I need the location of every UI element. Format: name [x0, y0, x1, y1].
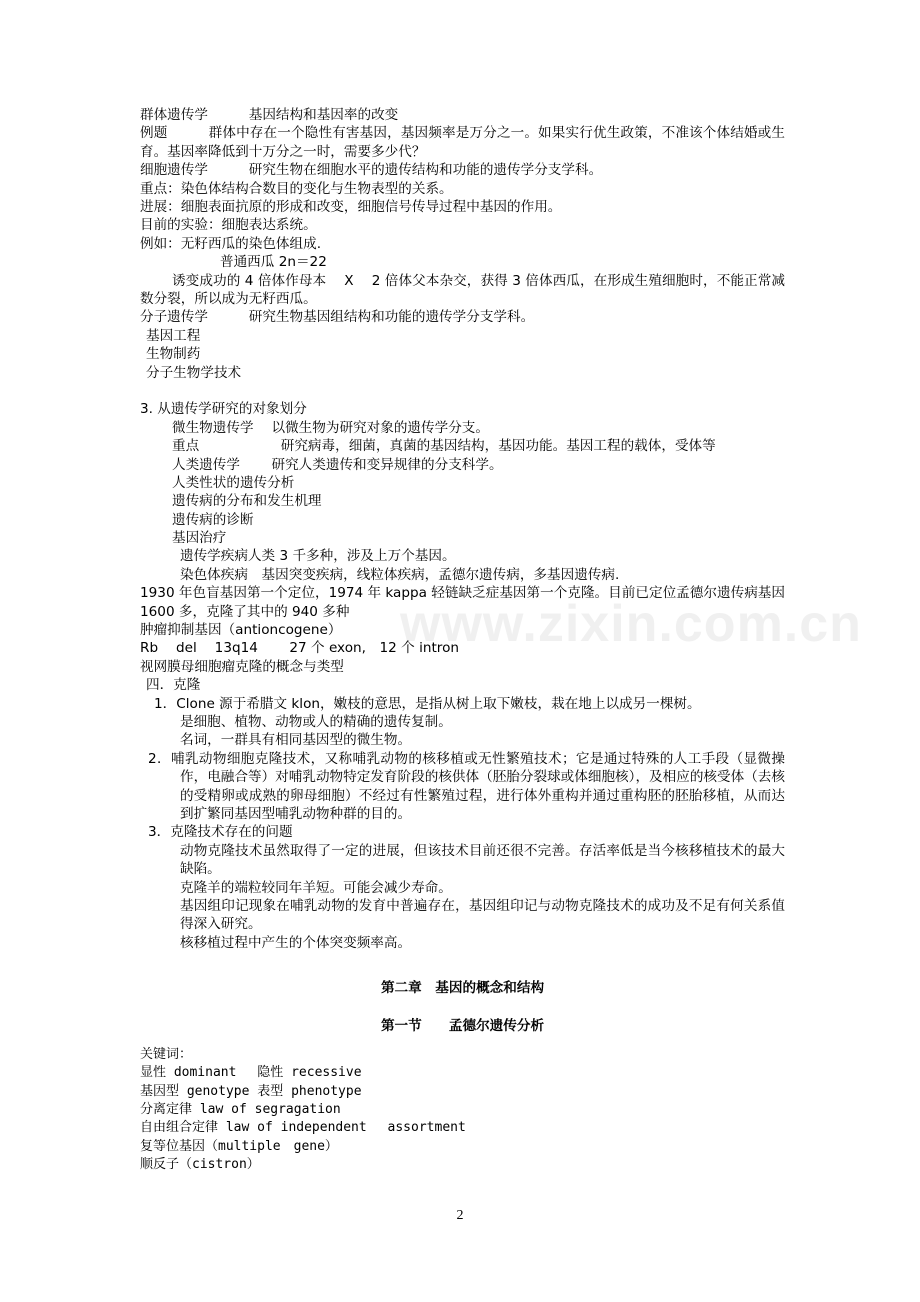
text-line: 人类性状的遗传分析 — [172, 474, 295, 491]
text-line: 染色体疾病 基因突变疾病，线粒体疾病，孟德尔遗传病，多基因遗传病. — [180, 566, 620, 583]
text-line: 目前的实验：细胞表达系统。 — [140, 217, 317, 234]
text-line: 1930 年色盲基因第一个定位，1974 年 kappa 轻链缺乏症基因第一个克隆。目前已定位孟德尔遗传病基因 1600 多，克隆了其中的 940 多种 — [140, 585, 785, 620]
keyword-list — [140, 1046, 785, 1175]
chapter-title: 第二章 基因的概念和结构 — [380, 979, 545, 996]
text-line: 分子遗传学 研究生物基因组结构和功能的遗传学分支学科。 — [140, 309, 535, 326]
text-line: 肿瘤抑制基因（antioncogene） — [140, 622, 342, 639]
text-line: 遗传学疾病人类 3 千多种，涉及上万个基因。 — [180, 548, 456, 565]
text-line: 诱变成功的 4 倍体作母本 X 2 倍体父本杂交，获得 3 倍体西瓜，在形成生殖细胞时，不能正常减数分裂，所以成为无籽西瓜。 — [140, 272, 785, 307]
text-line: 重点：染色体结构合数目的变化与生物表型的关系。 — [140, 180, 453, 197]
text-line: 人类遗传学 研究人类遗传和变异规律的分支科学。 — [172, 456, 503, 473]
text-line: 2．哺乳动物细胞克隆技术，又称哺乳动物的核移植或无性繁殖技术；它是通过特殊的人工手段（显微操作，电融合等）对哺乳动物特定发育阶段的核供体（胚胎分裂球或体细胞核），及相应的核受体（去核的受精卵或成熟的卵母细胞）不经过有性繁殖过程，进行体外重构并通过重构胚的胚胎移植，从而达到扩繁同基因型哺乳动物种群的目的。 — [148, 750, 785, 822]
text-line: 群体遗传学 基因结构和基因率的改变 — [140, 107, 399, 123]
text-line: 视网膜母细胞瘤克隆的概念与类型 — [140, 658, 344, 675]
text-line: 重点 研究病毒，细菌，真菌的基因结构，基因功能。基因工程的载体，受体等 — [172, 438, 716, 455]
body-text — [140, 106, 862, 952]
text-line — [140, 382, 785, 400]
text-line: 是细胞、植物、动物或人的精确的遗传复制。 — [180, 714, 452, 730]
text-line: 生物制药 — [146, 346, 201, 363]
text-line: 遗传病的诊断 — [172, 511, 254, 528]
keyword-line: 顺反子（cistron） — [140, 1157, 260, 1173]
text-line: 3. 从遗传学研究的对象划分 — [140, 401, 307, 418]
text-line: 名词，一群具有相同基因型的微生物。 — [180, 732, 412, 749]
page-number: 2 — [456, 1208, 464, 1223]
text-line: 基因工程 — [146, 327, 201, 344]
keyword-line: 复等位基因（multiple gene） — [140, 1138, 338, 1154]
text-line: 3．克隆技术存在的问题 — [148, 824, 293, 841]
keyword-line: 显性 dominant 隐性 recessive — [140, 1065, 362, 1081]
text-line: 遗传病的分布和发生机理 — [172, 493, 322, 510]
text-line: 细胞遗传学 研究生物在细胞水平的遗传结构和功能的遗传学分支学科。 — [140, 162, 603, 179]
text-line: Rb del 13q14 27 个 exon, 12 个 intron — [140, 640, 460, 657]
text-line: 基因治疗 — [172, 530, 227, 547]
text-line: 核移植过程中产生的个体突变频率高。 — [180, 934, 412, 951]
text-line: 例题 群体中存在一个隐性有害基因，基因频率是万分之一。如果实行优生政策，不准该个体结婚或生育。基因率降低到十万分之一时，需要多少代？ — [140, 125, 785, 160]
watermark: www.zixin.com.cn — [400, 595, 862, 653]
section-title: 第一节 孟德尔遗传分析 — [380, 1018, 545, 1035]
text-line: 例如：无籽西瓜的染色体组成. — [140, 235, 322, 252]
text-line: 克隆羊的端粒较同年羊短。可能会减少寿命。 — [180, 879, 452, 896]
keyword-line: 基因型 genotype 表型 phenotype — [140, 1083, 362, 1099]
keyword-line: 自由组合定律 law of independent assortment — [140, 1120, 466, 1136]
keyword-line: 分离定律 law of segragation — [140, 1101, 341, 1117]
text-line: 进展：细胞表面抗原的形成和改变，细胞信号传导过程中基因的作用。 — [140, 198, 562, 215]
keyword-line: 关键词： — [140, 1046, 193, 1062]
text-line: 基因组印记现象在哺乳动物的发育中普遍存在，基因组印记与动物克隆技术的成功及不足有何关系值得深入研究。 — [180, 898, 785, 933]
text-line: 普通西瓜 2n＝22 — [220, 254, 327, 271]
text-line: 四．克隆 — [146, 677, 201, 694]
text-line: 动物克隆技术虽然取得了一定的进展，但该技术目前还很不完善。存活率低是当今核移植技术的最大缺陷。 — [180, 842, 785, 878]
text-line: 微生物遗传学 以微生物为研究对象的遗传学分支。 — [172, 419, 489, 436]
text-line: 分子生物学技术 — [146, 364, 242, 381]
text-line: 1．Clone 源于希腊文 klon，嫩枝的意思，是指从树上取下嫩枝，栽在地上以成另一棵树。 — [154, 695, 701, 712]
